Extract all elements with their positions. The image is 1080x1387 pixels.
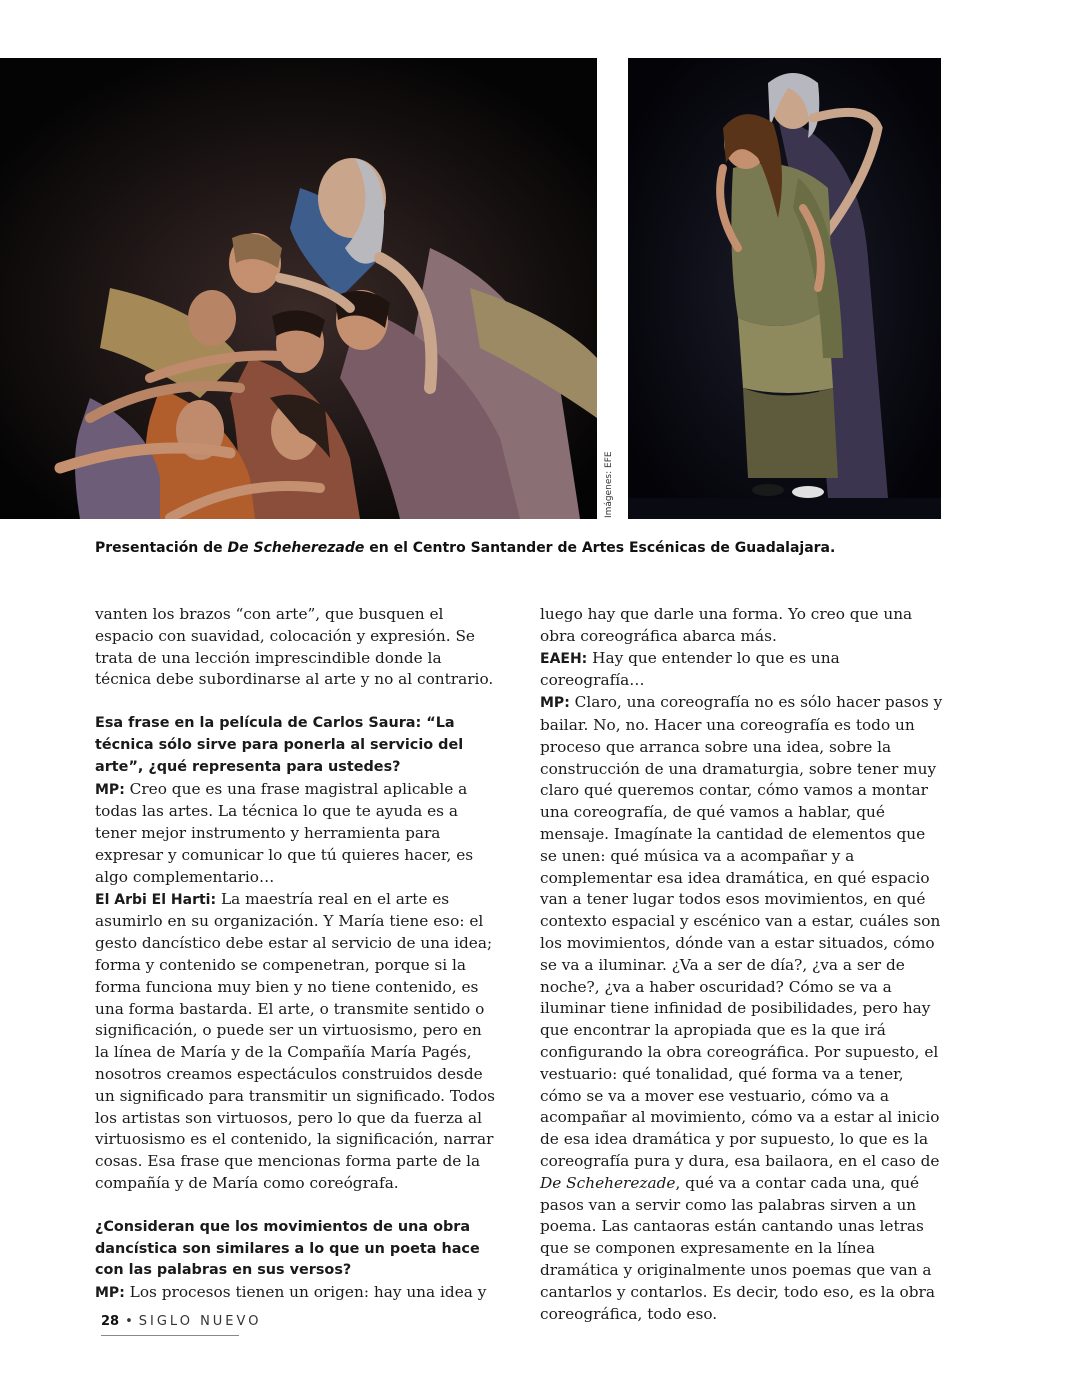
page-folio	[101, 1314, 262, 1336]
interview-answer: MP: Claro, una coreografía no es sólo hacer pasos y bailar. No, no. Hacer una coreografía es todo un proceso que arranca sobre una idea, sobre la construcción de una dramaturgia, sobre tener muy claro qué queremos contar, cómo vamos a montar una coreografía, de qué vamos a hablar, qué mensaje. Imagínate la cantidad de elementos que se unen: qué música va a acompañar y a complementar esa idea dramática, en qué espacio van a tener lugar todos esos movimientos, en qué contexto espacial y escénico van a estar, cuáles son los movimientos, dónde van a estar situados, cómo se va a iluminar. ¿Va a ser de día?, ¿va a ser de noche?, ¿va a haber oscuridad? Cómo se va a iluminar tiene infinidad de posibilidades, pero hay que encontrar la apropiada que es la que irá configurando la obra coreográfica. Por supuesto, el vestuario: qué tonalidad, qué forma va a tener, cómo se va a mover ese vestuario, cómo va a acompañar al movimiento, cómo va a estar al inicio de esa idea dramática y por supuesto, lo que es la coreografía pura y dura, esa bailaora, en el caso de De Scheherezade, qué va a contar cada una, qué pasos van a servir como las palabras sirven a un poema. Las cantaoras están cantando unas letras que se componen expresamente en la línea dramática y originalmente unos poemas que van a cantarlos y contarlos. Es decir, todo eso, es la obra coreográfica, todo eso.	[540, 693, 943, 1323]
interview-question: Esa frase en la película de Carlos Saura: “La técnica sólo sirve para ponerla al servicio del arte”, ¿qué representa para ustedes?	[95, 715, 464, 775]
interview-answer: EAEH: Hay que entender lo que es una coreografía…	[540, 648, 840, 690]
article-left-column	[95, 604, 500, 1305]
interview-answer: MP: Los procesos tienen un origen: hay una idea y	[95, 1283, 487, 1302]
photo-caption: Presentación de De Scheherezade en el Centro Santander de Artes Escénicas de Guadalajara.	[95, 540, 836, 556]
folio-separator: •	[125, 1314, 133, 1329]
paragraph: vanten los brazos “con arte”, que busquen el espacio con suavidad, colocación y expresión. Se trata de una lección imprescindible donde la técnica debe subordinarse al arte y no al contrario.	[95, 605, 494, 689]
speaker-label: EAEH:	[540, 650, 588, 667]
speaker-label: El Arbi El Harti:	[95, 891, 217, 908]
article-right-column	[540, 604, 945, 1325]
page-number: 28	[101, 1314, 120, 1329]
speaker-label: MP:	[95, 781, 125, 798]
work-title: De Scheherezade	[540, 1173, 676, 1192]
interview-answer: MP: Creo que es una frase magistral aplicable a todas las artes. La técnica lo que te ayuda es a tener mejor instrumento y herramienta para expresar y comunicar lo que tú quieres hacer, es algo complementario…	[95, 779, 474, 886]
dancers-group-photo	[0, 58, 597, 519]
speaker-label: MP:	[95, 1285, 125, 1302]
magazine-name: SIGLO NUEVO	[138, 1314, 262, 1329]
dancers-duo-photo	[628, 58, 941, 519]
caption-title: De Scheherezade	[227, 540, 365, 556]
speaker-label: MP:	[540, 695, 570, 712]
photo-credit: Imágenes: EFE	[604, 451, 614, 518]
interview-question: ¿Consideran que los movimientos de una obra dancística son similares a lo que un poeta hace con las palabras en sus versos?	[95, 1218, 480, 1279]
interview-answer: El Arbi El Harti: La maestría real en el arte es asumirlo en su organización. Y María tiene eso: el gesto dancístico debe estar al servicio de una idea; forma y contenido se compenetran, porque si la forma funciona muy bien y no tiene contenido, es una forma bastarda. El arte, o transmite sentido o significación, o puede ser un virtuosismo, pero en la línea de María y de la Compañía María Pagés, nosotros creamos espectáculos construidos desde un significado para transmitir un significado. Todos los artistas son virtuosos, pero lo que da fuerza al virtuosismo es el contenido, la significación, narrar cosas. Esa frase que mencionas forma parte de la compañía y de María como coreógrafa.	[95, 889, 495, 1192]
paragraph: luego hay que darle una forma. Yo creo que una obra coreográfica abarca más.	[540, 605, 913, 645]
